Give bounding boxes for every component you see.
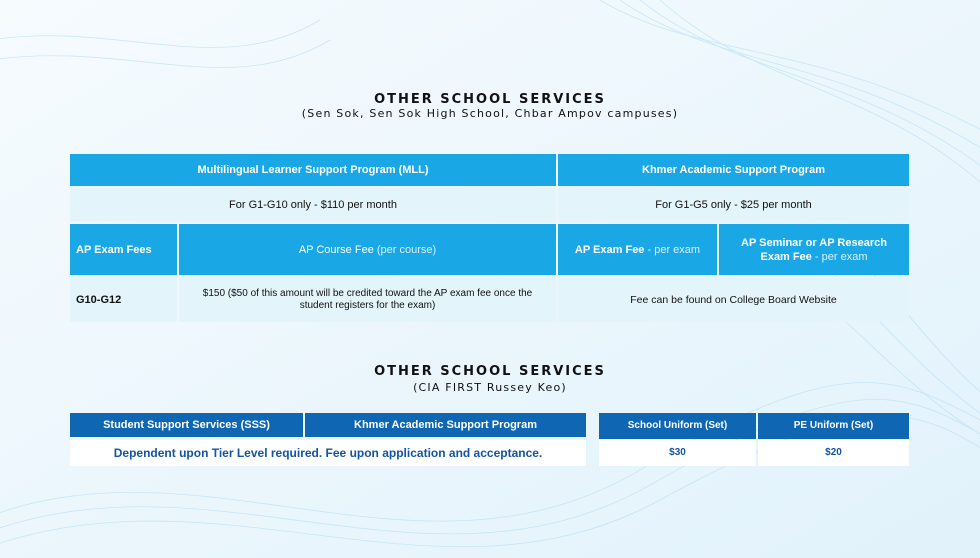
ap-exam-fee-note: - per exam — [647, 243, 701, 256]
ap-seminar-note: - per exam — [814, 250, 868, 263]
ap-seminar-label: AP Seminar or AP Research Exam Fee — [741, 236, 887, 263]
ap-course-fee-cell — [179, 224, 556, 275]
khmer-header-2-label: Khmer Academic Support Program — [354, 419, 537, 431]
mll-header-label: Multilingual Learner Support Program (MLL) — [197, 164, 429, 176]
section1-title: OTHER SCHOOL SERVICES — [374, 92, 606, 107]
fee-note-cell — [70, 440, 586, 466]
khmer-header — [558, 154, 909, 186]
uniform-header — [599, 413, 756, 439]
ap-exam-fees-cell — [70, 224, 177, 275]
mll-fee: For G1-G10 only - $110 per month — [229, 199, 397, 211]
khmer-header-2 — [305, 413, 586, 437]
ap-exam-fee-label: AP Exam Fee — [574, 243, 645, 256]
pe-uniform-header-label: PE Uniform (Set) — [793, 420, 874, 431]
grade-range-cell — [70, 277, 177, 322]
course-fee-detail: $150 ($50 of this amount will be credited toward the AP exam fee once the student registers for the exam) — [202, 287, 533, 311]
ap-course-fee-note: (per course) — [376, 243, 437, 256]
pe-uniform-header — [758, 413, 909, 439]
ap-course-fee-label: AP Course Fee — [298, 243, 374, 256]
pe-uniform-price-cell — [758, 440, 909, 466]
khmer-header-label: Khmer Academic Support Program — [642, 164, 825, 176]
course-fee-detail-cell — [179, 277, 556, 322]
mll-fee-cell — [70, 188, 556, 222]
grade-range: G10-G12 — [76, 293, 122, 306]
uniform-price-cell — [599, 440, 756, 466]
section1-subtitle: (Sen Sok, Sen Sok High School, Chbar Ampov campuses) — [301, 107, 679, 120]
section2-title: OTHER SCHOOL SERVICES — [374, 364, 606, 379]
khmer-fee: For G1-G5 only - $25 per month — [655, 199, 812, 211]
pe-uniform-price: $20 — [825, 447, 842, 458]
khmer-fee-cell — [558, 188, 909, 222]
exam-fee-detail: Fee can be found on College Board Website — [630, 293, 837, 306]
section2-subtitle: (CIA FIRST Russey Keo) — [413, 381, 567, 394]
sss-header-label: Student Support Services (SSS) — [103, 419, 270, 431]
ap-seminar-fee-cell — [719, 224, 909, 275]
fee-note: Dependent upon Tier Level required. Fee upon application and acceptance. — [113, 446, 543, 460]
uniform-header-label: School Uniform (Set) — [627, 420, 728, 431]
mll-header — [70, 154, 556, 186]
sss-header — [70, 413, 303, 437]
ap-exam-fees-label: AP Exam Fees — [76, 243, 152, 256]
ap-exam-fee-cell — [558, 224, 717, 275]
uniform-price: $30 — [669, 447, 686, 458]
exam-fee-detail-cell — [558, 277, 909, 322]
